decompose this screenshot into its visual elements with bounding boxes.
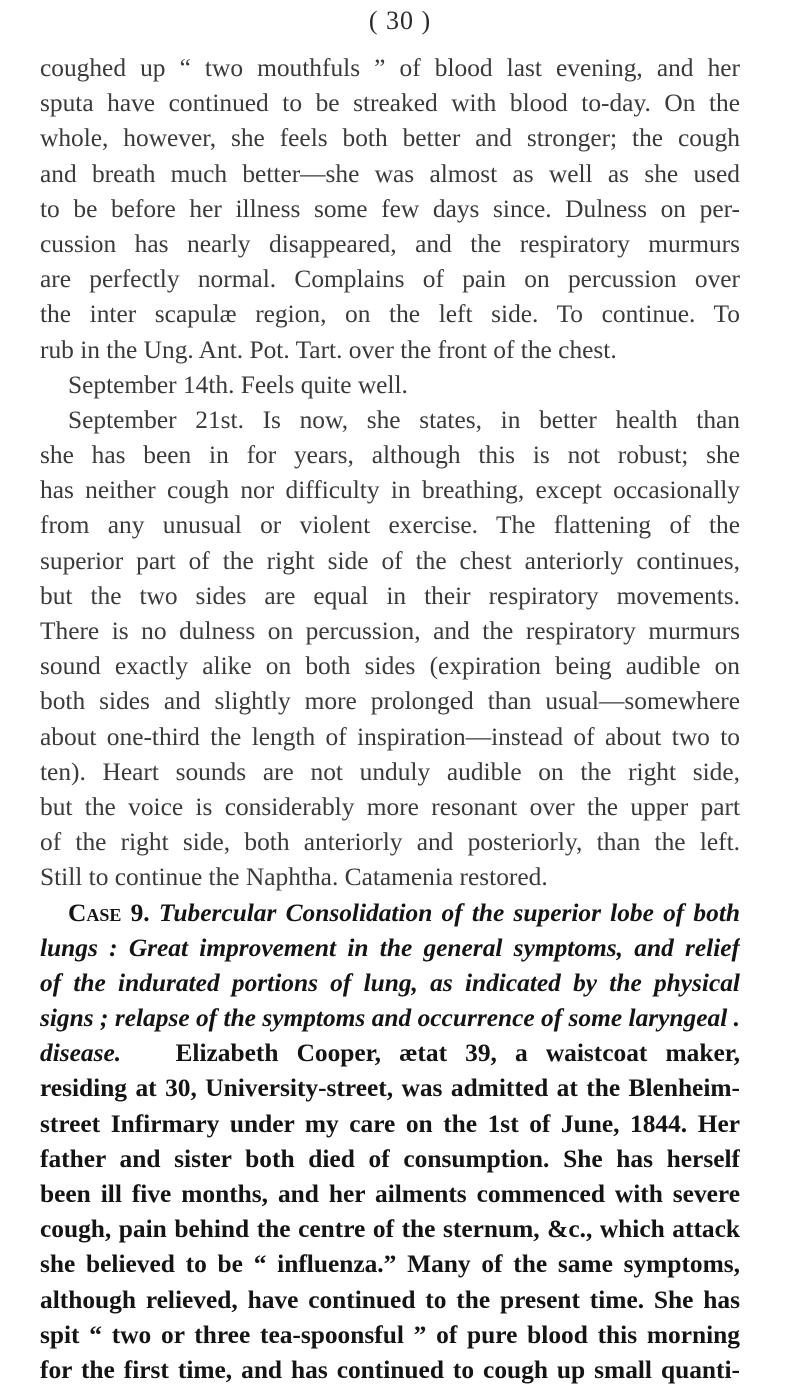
case-label: Case (68, 898, 122, 927)
case-heading-line (40, 896, 740, 931)
text-line: sound exactly alike on both sides (expiration being audible on (40, 652, 740, 681)
text-line: superior part of the right side of the chest anteriorly continues, (40, 546, 740, 575)
paragraph-group-case-8 (40, 51, 740, 896)
text-line: sputa have continued to be streaked with blood to-day. On the (40, 89, 740, 118)
case-body-line: residing at 30, University-street, was admitted at the Blenheim- (40, 1074, 740, 1103)
text-line: There is no dulness on percussion, and the respiratory murmurs (40, 617, 740, 645)
case-body-line: been ill five months, and her ailments commenced with severe (40, 1180, 740, 1208)
text-line: coughed up “ two mouthfuls ” of blood last evening, and her (40, 54, 740, 82)
case-body (40, 1071, 740, 1388)
page-number: ( 30 ) (368, 6, 432, 35)
case-body-line: she believed to be “ influenza.” Many of the same symptoms, (40, 1250, 740, 1279)
case-title-line: signs ; relapse of the symptoms and occurrence of some laryngeal . (40, 1004, 740, 1033)
case-title-end: disease. (40, 1039, 122, 1068)
case-body-line: although relieved, have continued to the present time. She has (40, 1285, 740, 1314)
case-body-line: cough, pain behind the centre of the sternum, &c., which attack (40, 1215, 740, 1244)
case-body-first: Elizabeth Cooper, ætat 39, a waistcoat maker, (175, 1039, 740, 1068)
text-line: to be before her illness some few days since. Dulness on per- (40, 194, 740, 223)
text-line: both sides and slightly more prolonged than usual—somewhere (40, 687, 740, 716)
text-line: and breath much better—she was almost as well as she used (40, 159, 740, 188)
text-line: Still to continue the Naphtha. Catamenia restored. (40, 863, 548, 892)
body-text (40, 51, 740, 1388)
text-line: of the right side, both anteriorly and posteriorly, than the left. (40, 828, 740, 857)
case-body-line: father and sister both died of consumption. She has herself (40, 1144, 740, 1173)
case-body-line: for the first time, and has continued to cough up small quanti- (40, 1355, 740, 1384)
text-line: cussion has nearly disappeared, and the respiratory murmurs (40, 229, 740, 258)
case-title-line: lungs : Great improvement in the general symptoms, and relief (40, 933, 740, 962)
text-line: the inter scapulæ region, on the left side. To continue. To (40, 300, 740, 329)
text-line: September 14th. Feels quite well. (68, 370, 408, 399)
text-line: whole, however, she feels both better and stronger; the cough (40, 124, 740, 153)
text-line: rub in the Ung. Ant. Pot. Tart. over the front of the chest. (40, 335, 617, 364)
case-body-line: spit “ two or three tea-spoonsful ” of pure blood this morning (40, 1320, 740, 1349)
case-title-end-line (40, 1036, 740, 1071)
text-line: she has been in for years, although this is not robust; she (40, 441, 740, 470)
text-line: from any unusual or violent exercise. The flattening of the (40, 511, 740, 540)
case-title-part: Tubercular Consolidation of the superior lobe of both (158, 898, 740, 927)
text-line: ten). Heart sounds are not unduly audible on the right side, (40, 757, 740, 786)
text-line: has neither cough nor difficulty in breathing, except occasionally (40, 476, 740, 505)
text-line: September 21st. Is now, she states, in better health than (68, 405, 740, 434)
case-body-line: street Infirmary under my care on the 1st of June, 1844. Her (40, 1109, 740, 1138)
case-title-line: of the indurated portions of lung, as indicated by the physical (40, 968, 740, 997)
text-line: but the two sides are equal in their respiratory movements. (40, 581, 740, 610)
text-line: but the voice is considerably more resonant over the upper part (40, 792, 740, 821)
text-line: are perfectly normal. Complains of pain on percussion over (40, 265, 740, 294)
case-number: 9. (130, 898, 150, 927)
text-line: about one-third the length of inspiration—instead of about two to (40, 722, 740, 751)
